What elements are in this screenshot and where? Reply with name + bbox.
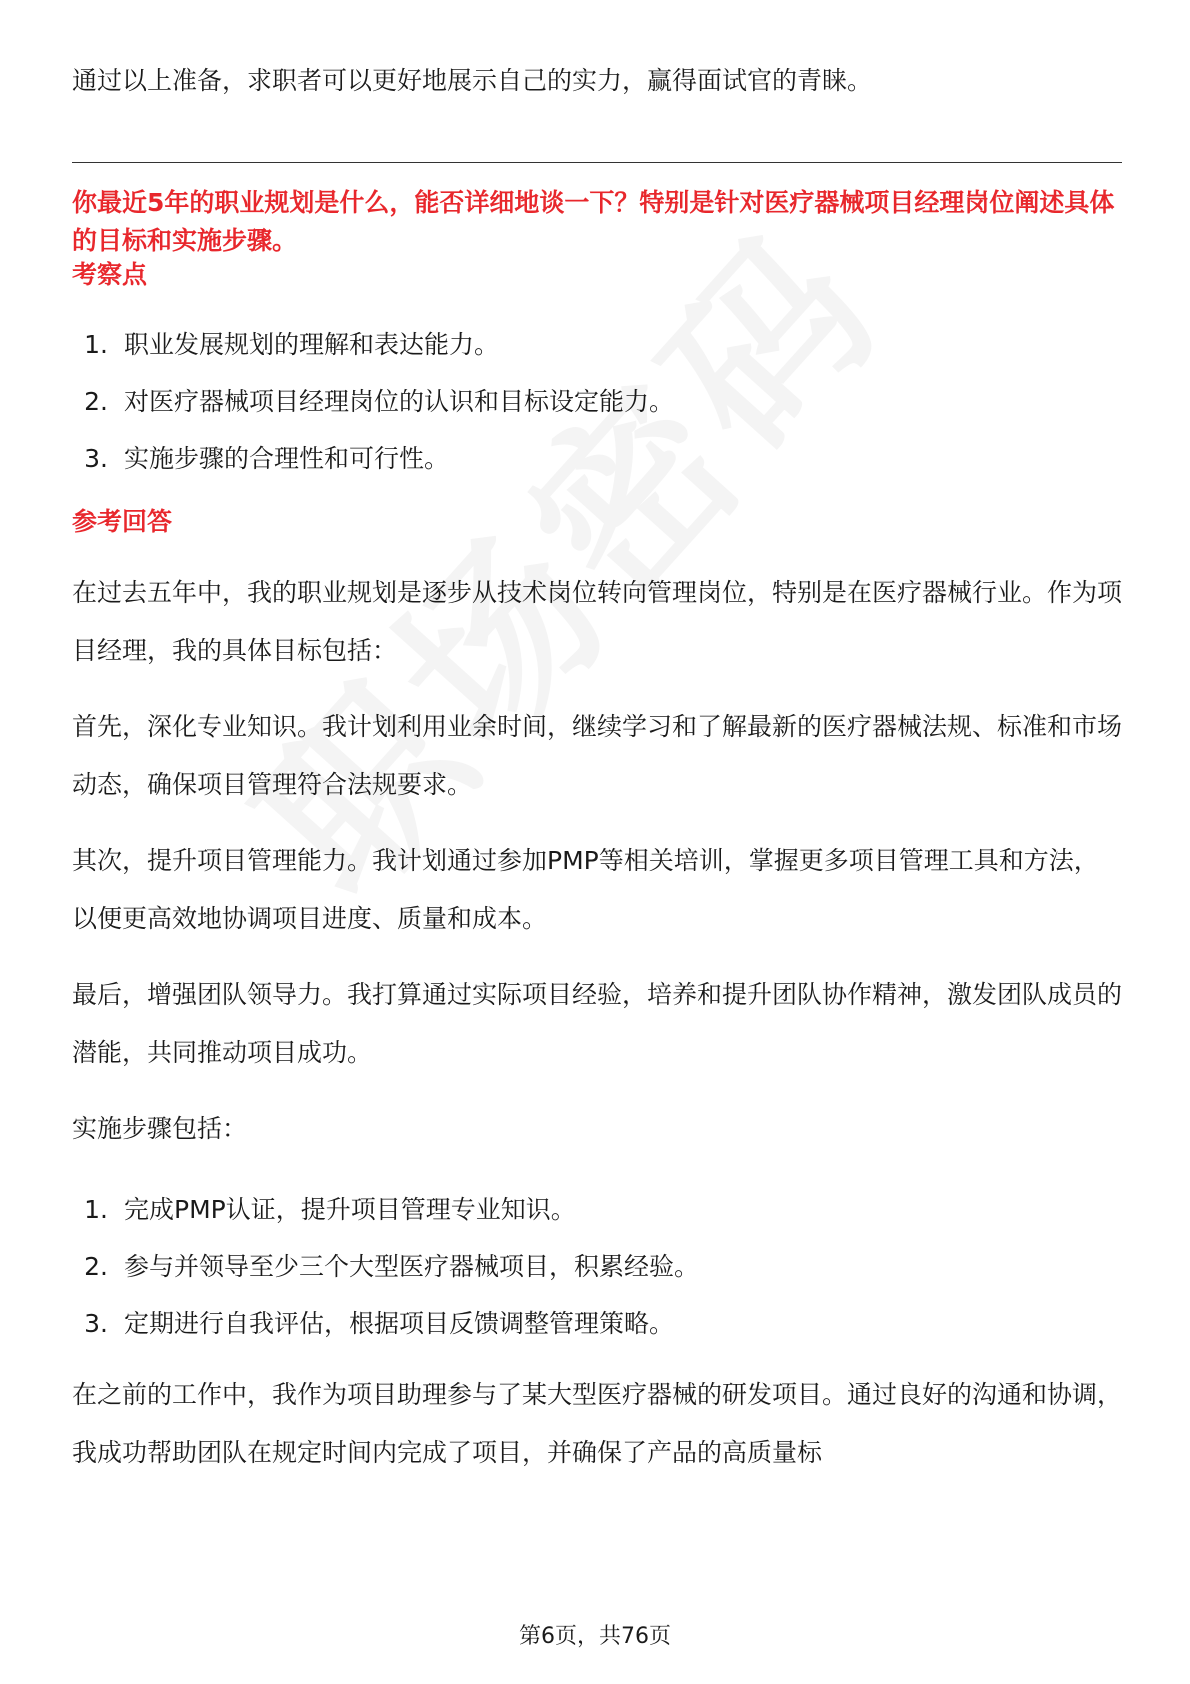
page-footer: 第6页，共76页 — [519, 1624, 671, 1649]
answer-paragraph: 首先，深化专业知识。我计划利用业余时间，继续学习和了解最新的医疗器械法规、标准和市场动态，确保项目管理符合法规要求。 — [72, 712, 1123, 799]
answer-paragraph: 其次，提升项目管理能力。我计划通过参加PMP等相关培训，掌握更多项目管理工具和方法，以便更高效地协调项目进度、质量和成本。 — [72, 846, 1099, 933]
list-text: 实施步骤的合理性和可行性。 — [124, 444, 450, 473]
list-text: 参与并领导至少三个大型医疗器械项目，积累经验。 — [124, 1252, 700, 1281]
answer-paragraph: 最后，增强团队领导力。我打算通过实际项目经验，培养和提升团队协作精神，激发团队成员的潜能，共同推动项目成功。 — [72, 980, 1123, 1067]
list-item — [72, 1250, 699, 1307]
list-text: 对医疗器械项目经理岗位的认识和目标设定能力。 — [124, 387, 675, 416]
closing-paragraph: 在之前的工作中，我作为项目助理参与了某大型医疗器械的研发项目。通过良好的沟通和协调，我成功帮助团队在规定时间内完成了项目，并确保了产品的高质量标 — [72, 1380, 1123, 1467]
list-item — [72, 442, 674, 499]
list-number: 3. — [84, 1309, 108, 1338]
assessment-heading: 考察点 — [72, 260, 148, 289]
list-item — [72, 1193, 699, 1250]
list-text: 完成PMP认证，提升项目管理专业知识。 — [124, 1195, 576, 1224]
list-item — [72, 328, 674, 385]
list-item — [72, 1307, 699, 1364]
list-text: 定期进行自我评估，根据项目反馈调整管理策略。 — [124, 1309, 675, 1338]
list-text: 职业发展规划的理解和表达能力。 — [124, 330, 500, 359]
list-number: 1. — [84, 1195, 108, 1224]
list-number: 2. — [84, 387, 108, 416]
answer-heading: 参考回答 — [72, 507, 173, 536]
intro-paragraph: 通过以上准备，求职者可以更好地展示自己的实力，赢得面试官的青睐。 — [72, 66, 873, 95]
assessment-list — [72, 328, 674, 499]
answer-paragraph: 实施步骤包括： — [72, 1114, 248, 1143]
list-item — [72, 385, 674, 442]
document-page — [72, 0, 1122, 1684]
list-number: 2. — [84, 1252, 108, 1281]
steps-list — [72, 1193, 699, 1364]
question-title: 你最近5年的职业规划是什么，能否详细地谈一下？特别是针对医疗器械项目经理岗位阐述具体的目标和实施步骤。 — [72, 188, 1115, 255]
list-number: 3. — [84, 444, 108, 473]
list-number: 1. — [84, 330, 108, 359]
section-divider — [72, 162, 1122, 163]
answer-paragraph: 在过去五年中，我的职业规划是逐步从技术岗位转向管理岗位，特别是在医疗器械行业。作为项目经理，我的具体目标包括： — [72, 578, 1123, 665]
